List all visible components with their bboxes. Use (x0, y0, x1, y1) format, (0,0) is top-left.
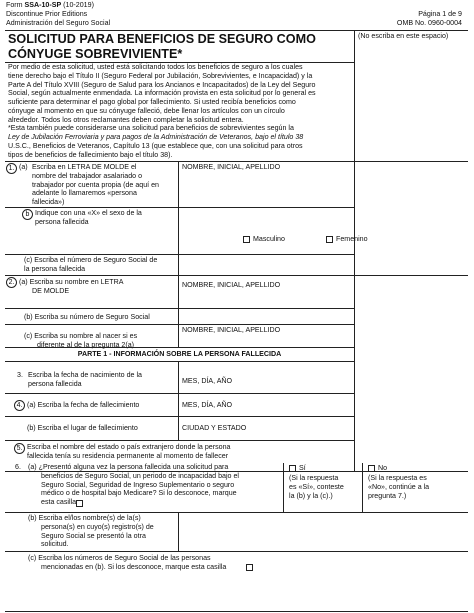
form-title-line2: CÓNYUGE SOBREVIVIENTE* (8, 46, 183, 61)
place-of-death-input[interactable] (179, 433, 353, 439)
q1a-label: (a) (19, 163, 28, 171)
q6a-no-note-line: «No», continúe a la (368, 482, 430, 491)
q2a-field-label: NOMBRE, INICIAL, APELLIDO (182, 281, 281, 289)
q6a-yes-note (289, 474, 344, 500)
q5-number: 5. (14, 443, 25, 454)
q6a-no-label: No (378, 464, 388, 472)
q1b-line: Indique con una «X» el sexo de la (35, 209, 142, 217)
q6a-yes-note-line: es «Sí», conteste (289, 482, 344, 491)
male-checkbox[interactable] (243, 236, 250, 243)
deceased-ssn-input[interactable] (179, 255, 353, 275)
male-label: Masculino (253, 235, 285, 243)
intro-line: cónyuge al momento en que su cónyuge falleció, debe llenar los artículos con un círculo (8, 106, 285, 115)
part1-heading: PARTE 1 - INFORMACIÓN SOBRE LA PERSONA FALLECIDA (77, 350, 282, 358)
office-use-label: (No escriba en este espacio) (358, 32, 449, 40)
discontinue-note: Discontinue Prior Editions (6, 10, 88, 18)
q4b-field-label: CIUDAD Y ESTADO (182, 424, 247, 432)
claimant-birth-name-input[interactable] (179, 335, 353, 346)
form-prefix: Form (6, 1, 25, 9)
q6-number: 6. (15, 463, 21, 471)
q3-line: Escriba la fecha de nacimiento de la (28, 371, 142, 379)
intro-line: tipos de beneficios de fallecimiento bajo el título 38). (8, 150, 173, 159)
q6c-line: mencionadas en (b). Si los desconoce, marque esta casilla (41, 562, 227, 571)
deceased-dob-input[interactable] (179, 386, 353, 393)
q1a-line: adelante lo llamaremos «persona (32, 189, 137, 198)
q6b-names-input[interactable] (179, 513, 467, 551)
q6a-line: (a) ¿Presentó alguna vez la persona fallecida una solicitud para (28, 463, 229, 471)
q1a-line: trabajador por cuenta propia (de aquí en (32, 180, 159, 189)
intro-line: Parte A del Título XVIII (Seguro de Salud para los Ancianos e Incapacitados) de la Ley del Seguro (8, 80, 316, 89)
q3-number: 3. (17, 371, 23, 379)
q6a-yes-label: Sí (299, 464, 306, 472)
q3-line: persona fallecida (28, 379, 82, 388)
intro-line: U.S.C., Beneficios de Veteranos, Capítulo 13 (que establece que, con una solicitud para otros (8, 141, 303, 150)
q4a-text: (a) Escriba la fecha de fallecimiento (27, 401, 140, 409)
q5-line: fallecida tenía su residencia permanente al momento de fallecer (27, 451, 229, 460)
form-number: SSA-10-SP (24, 1, 62, 9)
q2a-text (19, 278, 123, 296)
q6a-no-note-line: pregunta 7.) (368, 491, 407, 500)
q6b-line: solicitud. (41, 540, 69, 549)
q3-text (28, 371, 142, 389)
q2-number: 2. (6, 277, 17, 288)
q3-field-label: MES, DÍA, AÑO (182, 377, 233, 385)
q1a-text (32, 163, 159, 207)
female-label: Femenino (336, 235, 368, 243)
q6a-yes-note-line: la (b) y la (c).) (289, 491, 333, 500)
intro-line: tiene derecho bajo el Título II (Seguro Federal por Jubilación, Sobrevivientes, e Incapacidad) y la (8, 71, 313, 80)
q1b-label: b (22, 209, 33, 220)
q1b-text (35, 209, 142, 227)
q6a-unknown-checkbox[interactable] (76, 500, 83, 507)
q1-number: 1. (6, 163, 17, 174)
q1a-line: fallecida») (32, 198, 65, 207)
q2c-line: diferente al de la pregunta 2(a) (37, 340, 135, 349)
q6a-yes-checkbox[interactable] (289, 465, 296, 472)
q2b-text: (b) Escriba su número de Seguro Social (24, 313, 150, 321)
intro-line: *Esta también puede considerarse una solicitud para beneficios de sobrevivientes según la (8, 124, 294, 133)
q6b-line: Seguro Social se presentó la otra (41, 531, 146, 540)
q6a-no-note-line: (Si la respuesta es (368, 474, 427, 482)
q6b-line: persona(s) en cuyo(s) registro(s) de (41, 522, 154, 531)
intro-paragraph (8, 63, 316, 159)
claimant-name-input[interactable] (179, 290, 353, 306)
q1a-line: nombre del trabajador asalariado o (32, 171, 143, 180)
q1a-line: Escriba en LETRA DE MOLDE el (32, 163, 137, 171)
q6a-text (28, 463, 239, 507)
q2a-line: DE MOLDE (32, 286, 70, 295)
form-title-line1: SOLICITUD PARA BENEFICIOS DE SEGURO COMO (8, 32, 316, 46)
form-date: (10-2019) (61, 1, 94, 9)
intro-line: alrededor. Todos los otros reclamantes deben completar la solicitud entera. (8, 115, 244, 124)
q2c-line: (c) Escriba su nombre al nacer si es (24, 332, 138, 340)
q6a-no-checkbox[interactable] (368, 465, 375, 472)
q5-line: Escriba el nombre del estado o país extranjero donde la persona (27, 443, 231, 451)
q4b-text: (b) Escriba el lugar de fallecimiento (27, 424, 138, 432)
q4-number: 4. (14, 400, 25, 411)
agency-name: Administración del Seguro Social (6, 19, 111, 27)
q1b-line: persona fallecida (35, 217, 89, 226)
intro-line: Por medio de esta solicitud, usted está solicitando todos los beneficios de seguro a los cuales (8, 63, 303, 71)
q6a-line: beneficios de Seguro Social, un periodo de incapacidad bajo el (41, 471, 239, 480)
q6a-no-note (368, 474, 429, 500)
page-number: Página 1 de 9 (418, 10, 462, 18)
intro-line: suficiente para determinar el pago global por fallecimiento. Si usted recibía beneficios como (8, 98, 296, 106)
female-checkbox[interactable] (326, 236, 333, 243)
q5-text (27, 443, 230, 461)
q1a-field-label: NOMBRE, INICIAL, APELLIDO (182, 163, 281, 171)
q4a-field-label: MES, DÍA, AÑO (182, 401, 233, 409)
omb-number: OMB No. 0960-0004 (396, 19, 462, 27)
q6b-line: (b) Escriba el/los nombre(s) de la(s) (28, 514, 141, 522)
q6c-unknown-checkbox[interactable] (246, 564, 253, 571)
intro-line: Ley de Jubilación Ferroviaria y para pagos de la Administración de Veteranos, bajo el título 38 (8, 133, 304, 141)
q1c-line: la persona fallecida (24, 264, 86, 273)
q2c-field-label: NOMBRE, INICIAL, APELLIDO (182, 326, 281, 334)
q6a-yes-note-line: (Si la respuesta (289, 474, 339, 482)
q6a-line: médico o de hospital bajo Medicare? Si lo desconoce, marque (41, 489, 237, 498)
q6a-line: Seguro Social, Seguridad de Ingreso Suplementario o seguro (41, 480, 235, 489)
form-id (6, 1, 94, 10)
q6c-line: (c) Escriba los números de Seguro Social de las personas (28, 554, 211, 562)
intro-line: Social, según actualmente enmendada. La información provista en esta solicitud por lo general es (8, 89, 316, 98)
q6a-line: esta casilla (41, 498, 77, 507)
q6c-text (28, 554, 226, 572)
claimant-ssn-input[interactable] (179, 309, 353, 324)
q2a-line: (a) Escriba su nombre en LETRA (19, 278, 124, 286)
q1c-line: (c) Escriba el número de Seguro Social de (24, 256, 158, 264)
deceased-name-input[interactable] (179, 172, 353, 206)
q6c-ssn-input[interactable] (6, 573, 467, 611)
q1c-text (24, 256, 157, 274)
q6b-text (28, 514, 154, 549)
